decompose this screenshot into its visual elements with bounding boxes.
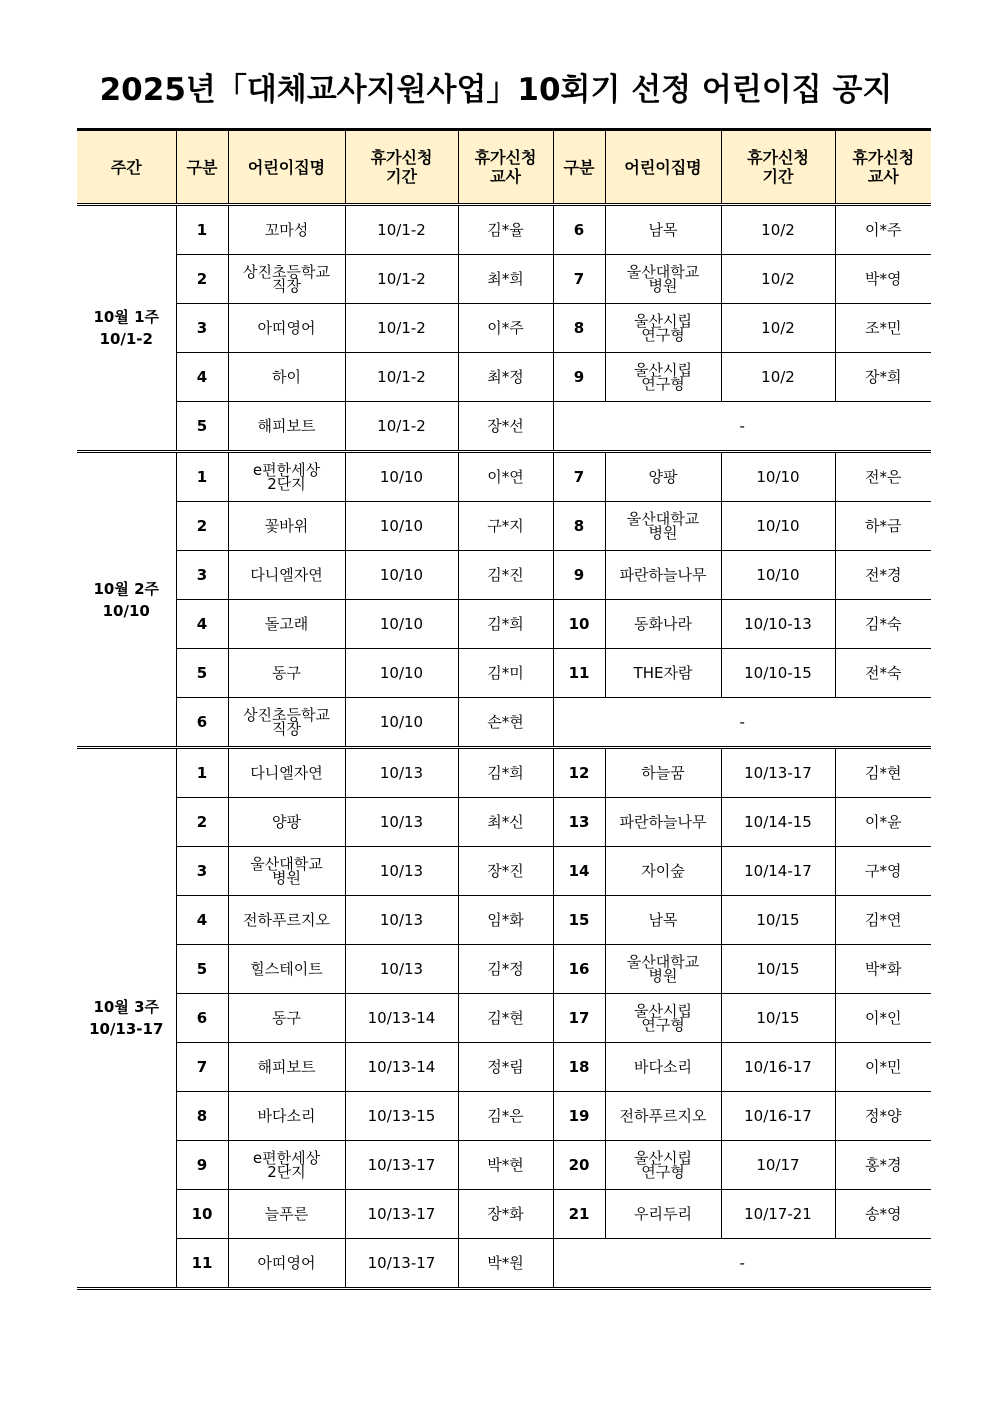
table-row — [77, 255, 931, 304]
cell-period-right: 10/17-21 — [721, 1190, 835, 1239]
cell-teacher-right: 김*현 — [835, 748, 931, 798]
cell-no: 1 — [176, 748, 228, 798]
cell-name-right: 우리두리 — [605, 1190, 721, 1239]
table-row — [77, 353, 931, 402]
cell-period: 10/10 — [345, 551, 458, 600]
cell-teacher: 김*은 — [458, 1092, 553, 1141]
week-label: 10월 3주 — [93, 998, 159, 1016]
cell-no: 4 — [176, 600, 228, 649]
cell-teacher: 박*원 — [458, 1239, 553, 1289]
cell-name-right — [605, 502, 721, 551]
cell-name-right — [605, 255, 721, 304]
cell-teacher-right: 전*은 — [835, 452, 931, 502]
header-teacher-text — [474, 148, 537, 186]
cell-period-right: 10/2 — [721, 255, 835, 304]
cell-period: 10/13-14 — [345, 994, 458, 1043]
cell-no: 5 — [176, 945, 228, 994]
table-row — [77, 452, 931, 502]
cell-teacher-right: 이*주 — [835, 205, 931, 255]
cell-period-right: 10/10 — [721, 551, 835, 600]
cell-teacher-right: 김*숙 — [835, 600, 931, 649]
week-label: 10월 2주 — [93, 579, 159, 598]
cell-period: 10/13-17 — [345, 1141, 458, 1190]
cell-no: 4 — [176, 896, 228, 945]
cell-name: 전하푸르지오 — [228, 896, 345, 945]
cell-text: 휴가신청 기간 — [747, 148, 809, 186]
week-range: 10/10 — [102, 601, 150, 620]
cell-name: 다니엘자연 — [228, 748, 345, 798]
cell-name: 꽃바위 — [228, 502, 345, 551]
table-body — [77, 205, 931, 1289]
cell-name-right: 바다소리 — [605, 1043, 721, 1092]
cell-teacher-right: 이*인 — [835, 994, 931, 1043]
cell-teacher: 이*주 — [458, 304, 553, 353]
table-row — [77, 600, 931, 649]
cell-name: 하이 — [228, 353, 345, 402]
cell-text: 상진초등학교 직장 — [243, 705, 330, 738]
cell-teacher: 박*현 — [458, 1141, 553, 1190]
cell-name-right — [605, 1141, 721, 1190]
cell-no: 10 — [176, 1190, 228, 1239]
header-name: 어린이집명 — [228, 130, 345, 205]
cell-name: 아띠영어 — [228, 304, 345, 353]
cell-name-right: 남목 — [605, 205, 721, 255]
cell-period: 10/1-2 — [345, 353, 458, 402]
cell-period: 10/13 — [345, 748, 458, 798]
cell-teacher-right: 구*영 — [835, 847, 931, 896]
cell-period: 10/10 — [345, 698, 458, 748]
cell-period-right: 10/17 — [721, 1141, 835, 1190]
cell-teacher-right: 박*화 — [835, 945, 931, 994]
header-period-right — [721, 130, 835, 205]
cell-name: 양팡 — [228, 798, 345, 847]
header-row — [77, 130, 931, 205]
table-row — [77, 205, 931, 255]
table-row — [77, 1043, 931, 1092]
empty-cell: - — [553, 1239, 931, 1289]
cell-teacher-right: 조*민 — [835, 304, 931, 353]
cell-no-right: 20 — [553, 1141, 605, 1190]
cell-period: 10/1-2 — [345, 205, 458, 255]
table-row — [77, 551, 931, 600]
cell-name-right: 파란하늘나무 — [605, 551, 721, 600]
cell-teacher: 장*선 — [458, 402, 553, 452]
header-name-right: 어린이집명 — [605, 130, 721, 205]
cell-period-right: 10/15 — [721, 994, 835, 1043]
cell-no-right: 16 — [553, 945, 605, 994]
cell-text: 휴가신청 기간 — [370, 148, 433, 186]
cell-teacher-right: 전*경 — [835, 551, 931, 600]
cell-period: 10/10 — [345, 452, 458, 502]
cell-name: 동구 — [228, 994, 345, 1043]
cell-no: 1 — [176, 205, 228, 255]
cell-period: 10/10 — [345, 502, 458, 551]
cell-name-right: 남목 — [605, 896, 721, 945]
cell-period-right: 10/15 — [721, 896, 835, 945]
table-row — [77, 698, 931, 748]
table-row — [77, 649, 931, 698]
cell-no-right: 15 — [553, 896, 605, 945]
cell-teacher: 구*지 — [458, 502, 553, 551]
cell-teacher-right: 박*영 — [835, 255, 931, 304]
header-period-text — [370, 148, 433, 186]
cell-no-right: 17 — [553, 994, 605, 1043]
cell-name — [228, 255, 345, 304]
cell-period-right: 10/16-17 — [721, 1092, 835, 1141]
table-row — [77, 1092, 931, 1141]
cell-period: 10/13 — [345, 945, 458, 994]
cell-text: 울산대학교 병원 — [626, 262, 700, 295]
cell-period: 10/1-2 — [345, 402, 458, 452]
cell-no-right: 10 — [553, 600, 605, 649]
cell-period-right: 10/2 — [721, 353, 835, 402]
cell-period: 10/10 — [345, 649, 458, 698]
cell-no: 11 — [176, 1239, 228, 1289]
cell-text: 휴가신청 교사 — [852, 148, 915, 186]
page-title: 2025년「대체교사지원사업」10회기 선정 어린이집 공지 — [99, 72, 893, 108]
cell-no-right: 9 — [553, 551, 605, 600]
cell-name-right — [605, 353, 721, 402]
week-label: 10월 1주 — [93, 308, 159, 326]
cell-teacher: 최*정 — [458, 353, 553, 402]
cell-teacher-right: 이*윤 — [835, 798, 931, 847]
cell-period: 10/13 — [345, 847, 458, 896]
cell-text: 울산대학교 병원 — [250, 854, 323, 887]
cell-no: 2 — [176, 502, 228, 551]
cell-no-right: 21 — [553, 1190, 605, 1239]
cell-teacher: 김*희 — [458, 748, 553, 798]
cell-text: 울산시립 연구형 — [634, 1001, 692, 1034]
cell-name-right: 하늘꿈 — [605, 748, 721, 798]
cell-no: 3 — [176, 551, 228, 600]
cell-no: 6 — [176, 994, 228, 1043]
cell-name-right — [605, 304, 721, 353]
cell-teacher: 임*화 — [458, 896, 553, 945]
cell-name: 해피보트 — [228, 1043, 345, 1092]
cell-period: 10/1-2 — [345, 304, 458, 353]
cell-name — [228, 452, 345, 502]
cell-name: 해피보트 — [228, 402, 345, 452]
table-row — [77, 502, 931, 551]
cell-period-right: 10/10-13 — [721, 600, 835, 649]
cell-text: e편한세상 2단지 — [252, 1148, 321, 1181]
cell-period: 10/13-17 — [345, 1190, 458, 1239]
cell-teacher-right: 이*민 — [835, 1043, 931, 1092]
cell-name — [228, 847, 345, 896]
cell-no-right: 7 — [553, 255, 605, 304]
cell-name: 꼬마성 — [228, 205, 345, 255]
cell-no-right: 11 — [553, 649, 605, 698]
cell-teacher: 최*신 — [458, 798, 553, 847]
cell-name: 아띠영어 — [228, 1239, 345, 1289]
week-range: 10/13-17 — [89, 1020, 164, 1038]
header-no: 구분 — [176, 130, 228, 205]
cell-no: 5 — [176, 402, 228, 452]
table-row — [77, 304, 931, 353]
cell-no: 6 — [176, 698, 228, 748]
cell-no-right: 8 — [553, 502, 605, 551]
empty-cell: - — [553, 402, 931, 452]
cell-no: 3 — [176, 304, 228, 353]
table-row — [77, 748, 931, 798]
nursery-table — [77, 128, 931, 1290]
cell-period: 10/13-17 — [345, 1239, 458, 1289]
cell-no-right: 18 — [553, 1043, 605, 1092]
header-teacher-text — [852, 148, 915, 186]
cell-period-right: 10/13-17 — [721, 748, 835, 798]
week-range: 10/1-2 — [99, 330, 153, 348]
cell-name: 다니엘자연 — [228, 551, 345, 600]
week-cell — [77, 452, 176, 748]
cell-text: 울산시립 연구형 — [634, 311, 692, 344]
header-period — [345, 130, 458, 205]
cell-teacher: 장*진 — [458, 847, 553, 896]
cell-no: 7 — [176, 1043, 228, 1092]
cell-no: 3 — [176, 847, 228, 896]
table-row — [77, 847, 931, 896]
cell-text: e편한세상 2단지 — [252, 460, 321, 493]
cell-teacher: 정*림 — [458, 1043, 553, 1092]
cell-name — [228, 1141, 345, 1190]
cell-period-right: 10/15 — [721, 945, 835, 994]
cell-teacher: 최*희 — [458, 255, 553, 304]
cell-name-right: 동화나라 — [605, 600, 721, 649]
cell-no: 2 — [176, 255, 228, 304]
cell-period-right: 10/16-17 — [721, 1043, 835, 1092]
cell-teacher: 이*연 — [458, 452, 553, 502]
cell-period: 10/13-15 — [345, 1092, 458, 1141]
empty-cell: - — [553, 698, 931, 748]
cell-period-right: 10/10 — [721, 502, 835, 551]
cell-no: 1 — [176, 452, 228, 502]
table-row — [77, 1141, 931, 1190]
cell-text: 울산대학교 병원 — [626, 509, 700, 542]
cell-no: 2 — [176, 798, 228, 847]
cell-period-right: 10/2 — [721, 205, 835, 255]
cell-teacher-right: 전*숙 — [835, 649, 931, 698]
cell-teacher: 김*정 — [458, 945, 553, 994]
cell-no-right: 14 — [553, 847, 605, 896]
cell-no-right: 12 — [553, 748, 605, 798]
cell-no-right: 9 — [553, 353, 605, 402]
header-week: 주간 — [77, 130, 176, 205]
cell-name: 동구 — [228, 649, 345, 698]
cell-name-right: 전하푸르지오 — [605, 1092, 721, 1141]
cell-no-right: 6 — [553, 205, 605, 255]
cell-no: 9 — [176, 1141, 228, 1190]
cell-teacher: 김*진 — [458, 551, 553, 600]
cell-teacher-right: 하*금 — [835, 502, 931, 551]
cell-teacher-right: 장*희 — [835, 353, 931, 402]
cell-name-right: 양팡 — [605, 452, 721, 502]
cell-no: 5 — [176, 649, 228, 698]
cell-name-right — [605, 994, 721, 1043]
cell-no-right: 8 — [553, 304, 605, 353]
cell-teacher-right: 김*연 — [835, 896, 931, 945]
table-row — [77, 896, 931, 945]
header-no-right: 구분 — [553, 130, 605, 205]
header-teacher — [458, 130, 553, 205]
cell-period-right: 10/10-15 — [721, 649, 835, 698]
cell-name: 늘푸른 — [228, 1190, 345, 1239]
cell-teacher: 김*희 — [458, 600, 553, 649]
cell-teacher: 손*현 — [458, 698, 553, 748]
cell-period: 10/10 — [345, 600, 458, 649]
cell-text: 휴가신청 교사 — [474, 148, 537, 186]
cell-name-right: THE자람 — [605, 649, 721, 698]
cell-no: 4 — [176, 353, 228, 402]
cell-teacher-right: 정*양 — [835, 1092, 931, 1141]
cell-period-right: 10/14-15 — [721, 798, 835, 847]
cell-period: 10/13-14 — [345, 1043, 458, 1092]
cell-text: 울산시립 연구형 — [634, 1148, 692, 1181]
header-teacher-right — [835, 130, 931, 205]
cell-text: 상진초등학교 직장 — [243, 262, 330, 295]
cell-name: 돌고래 — [228, 600, 345, 649]
table-row — [77, 994, 931, 1043]
cell-no-right: 13 — [553, 798, 605, 847]
cell-text: 울산시립 연구형 — [634, 360, 692, 393]
cell-period: 10/13 — [345, 798, 458, 847]
week-cell — [77, 748, 176, 1289]
cell-name-right: 파란하늘나무 — [605, 798, 721, 847]
cell-period-right: 10/2 — [721, 304, 835, 353]
cell-teacher: 장*화 — [458, 1190, 553, 1239]
cell-name-right: 자이숲 — [605, 847, 721, 896]
table-row — [77, 798, 931, 847]
cell-name — [228, 698, 345, 748]
cell-period: 10/13 — [345, 896, 458, 945]
cell-teacher-right: 홍*경 — [835, 1141, 931, 1190]
table-row — [77, 1190, 931, 1239]
cell-period-right: 10/10 — [721, 452, 835, 502]
table-row — [77, 402, 931, 452]
table-row — [77, 945, 931, 994]
cell-teacher-right: 송*영 — [835, 1190, 931, 1239]
cell-period: 10/1-2 — [345, 255, 458, 304]
cell-name: 바다소리 — [228, 1092, 345, 1141]
header-period-text — [747, 148, 809, 186]
cell-teacher: 김*미 — [458, 649, 553, 698]
cell-no-right: 7 — [553, 452, 605, 502]
cell-name: 힐스테이트 — [228, 945, 345, 994]
cell-name-right — [605, 945, 721, 994]
cell-no: 8 — [176, 1092, 228, 1141]
cell-no-right: 19 — [553, 1092, 605, 1141]
cell-teacher: 김*율 — [458, 205, 553, 255]
week-cell — [77, 205, 176, 452]
cell-period-right: 10/14-17 — [721, 847, 835, 896]
cell-text: 울산대학교 병원 — [626, 952, 700, 985]
cell-teacher: 김*현 — [458, 994, 553, 1043]
table-row — [77, 1239, 931, 1289]
